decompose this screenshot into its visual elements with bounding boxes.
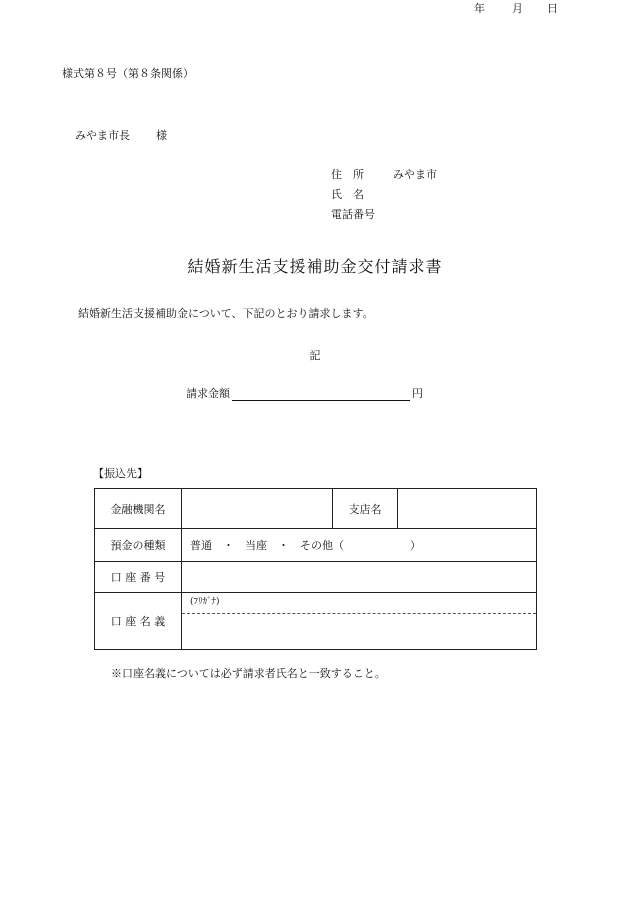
note-text: ※口座名義については必ず請求者氏名と一致すること。 — [111, 667, 386, 680]
applicant-phone-row — [331, 206, 393, 222]
form-number: 様式第８号（第８条関係） — [62, 67, 194, 80]
bank-section-heading: 【振込先】 — [93, 467, 148, 480]
account-number-label: 口 座 番 号 — [95, 562, 182, 593]
furigana-area[interactable] — [182, 593, 536, 614]
date-year-label: 年 — [474, 2, 485, 15]
deposit-type-row — [95, 529, 537, 562]
deposit-type-options[interactable]: 普通 ・ 当座 ・ その他（ ） — [182, 529, 537, 562]
furigana-label: (ﾌﾘｶﾞﾅ) — [190, 597, 220, 607]
applicant-phone-label: 電話番号 — [331, 208, 375, 221]
applicant-address-row — [331, 166, 437, 182]
addressee-name: みやま市長 — [75, 129, 130, 142]
account-name-row — [95, 593, 537, 650]
applicant-address-label: 住 所 — [331, 168, 364, 181]
account-name-cell — [182, 593, 537, 650]
addressee-honorific: 様 — [156, 129, 167, 142]
deposit-type-label: 預金の種類 — [95, 529, 182, 562]
account-name-label: 口 座 名 義 — [95, 593, 182, 650]
amount-row — [186, 385, 423, 401]
date-month-label: 月 — [512, 2, 523, 15]
amount-underline[interactable] — [232, 387, 410, 401]
branch-label: 支店名 — [333, 489, 398, 529]
institution-label: 金融機関名 — [95, 489, 182, 529]
date-day-label: 日 — [547, 2, 558, 15]
addressee — [75, 127, 167, 143]
body-text: 結婚新生活支援補助金について、下記のとおり請求します。 — [78, 307, 374, 320]
account-number-row — [95, 562, 537, 593]
applicant-address-value: みやま市 — [393, 168, 437, 181]
applicant-name-row — [331, 186, 393, 202]
bank-table — [94, 488, 537, 650]
amount-label: 請求金額 — [186, 387, 230, 400]
institution-field[interactable] — [182, 489, 333, 529]
account-name-field[interactable] — [182, 614, 536, 649]
ki-marker: 記 — [309, 349, 321, 362]
document-title: 結婚新生活支援補助金交付請求書 — [187, 257, 443, 276]
amount-unit: 円 — [412, 387, 423, 400]
applicant-name-label: 氏 名 — [331, 188, 364, 201]
account-number-field[interactable] — [182, 562, 537, 593]
institution-row — [95, 489, 537, 529]
branch-field[interactable] — [398, 489, 537, 529]
